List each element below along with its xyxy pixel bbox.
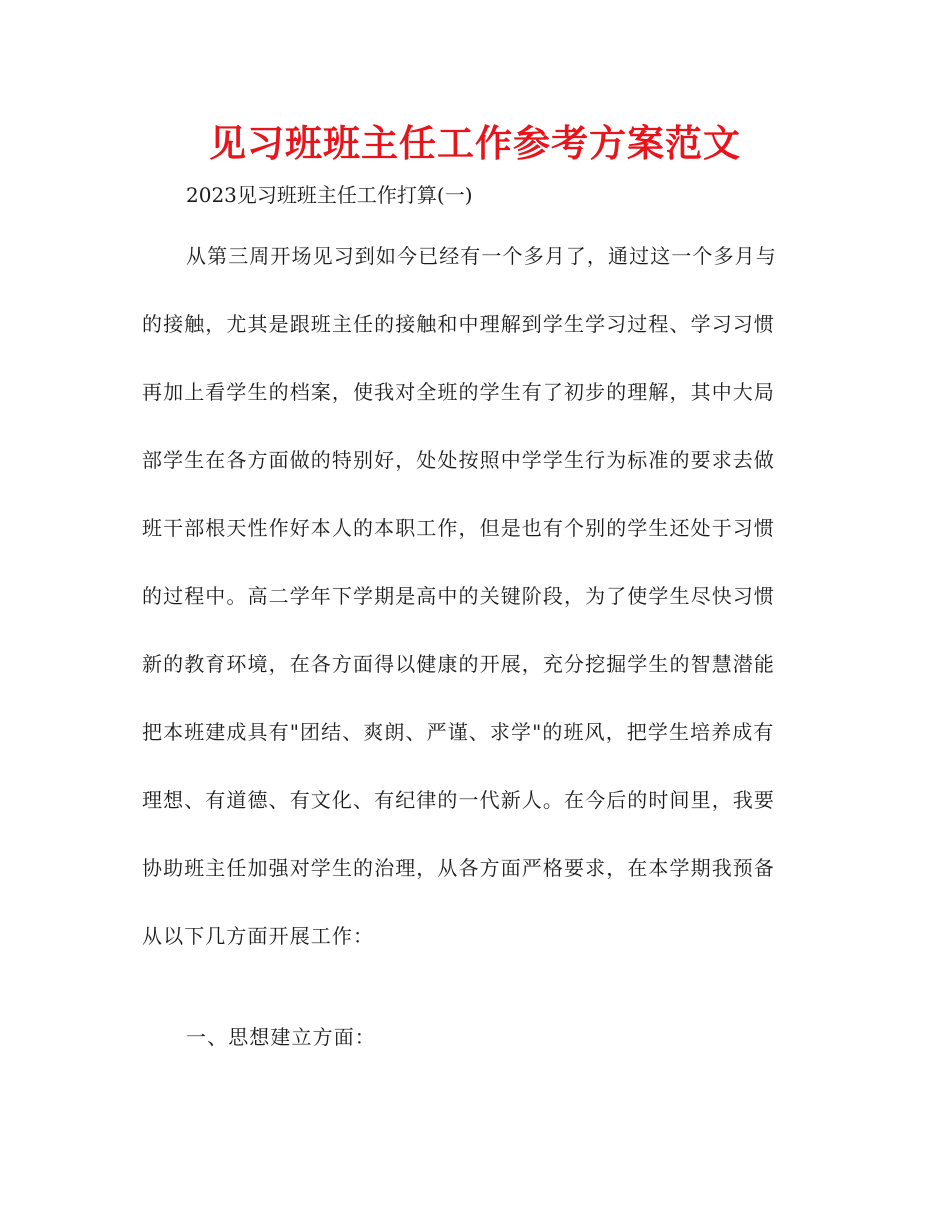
body-paragraph (142, 229, 814, 977)
paragraph-line: 班干部根天性作好本人的本职工作，但是也有个别的学生还处于习惯 (142, 516, 775, 540)
paragraph-line: 的过程中。高二学年下学期是高中的关键阶段，为了使学生尽快习惯 (142, 584, 775, 608)
paragraph-line: 从第三周开场见习到如今已经有一个多月了，通过这一个多月与 (186, 244, 777, 268)
paragraph-line: 部学生在各方面做的特别好，处处按照中学学生行为标准的要求去做 (142, 448, 775, 472)
paragraph-line: 新的教育环境，在各方面得以健康的开展，充分挖掘学生的智慧潜能 (142, 652, 775, 676)
paragraph-line: 的接触，尤其是跟班主任的接触和中理解到学生学习过程、学习习惯 (142, 312, 775, 336)
paragraph-line: 协助班主任加强对学生的治理，从各方面严格要求，在本学期我预备 (142, 856, 775, 880)
paragraph-line: 再加上看学生的档案，使我对全班的学生有了初步的理解，其中大局 (142, 380, 775, 404)
section-heading: 一、思想建立方面： (186, 1025, 376, 1049)
document-subtitle: 2023见习班班主任工作打算(一) (186, 183, 473, 207)
paragraph-line: 把本班建成具有"团结、爽朗、严谨、求学"的班风，把学生培养成有 (142, 720, 775, 744)
paragraph-line: 从以下几方面开展工作： (142, 924, 375, 948)
paragraph-line: 理想、有道德、有文化、有纪律的一代新人。在今后的时间里，我要 (142, 788, 775, 812)
document-title: 见习班班主任工作参考方案范文 (209, 122, 741, 165)
